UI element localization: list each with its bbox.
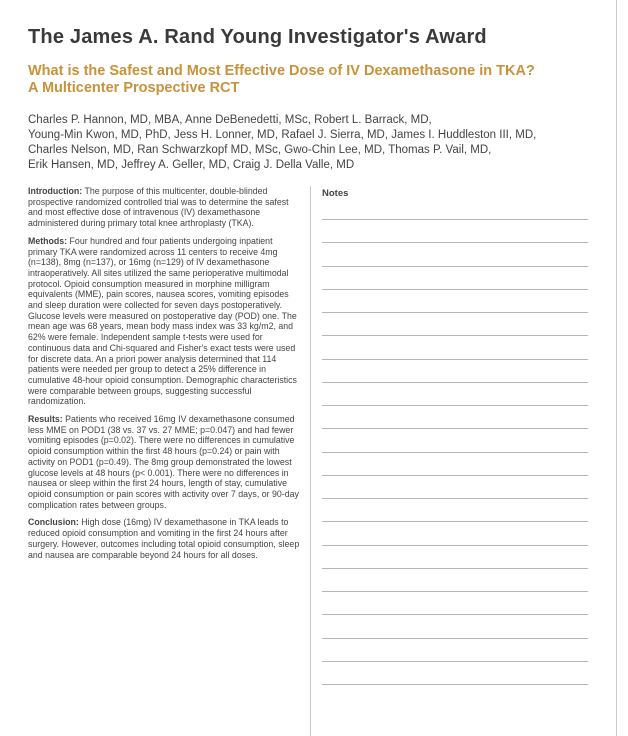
results-paragraph: [28, 414, 300, 510]
notes-rule-line: [322, 428, 588, 429]
notes-rule-line: [322, 289, 588, 290]
notes-rule-line: [322, 498, 588, 499]
introduction-paragraph: [28, 186, 300, 229]
results-label: Results:: [28, 414, 63, 425]
author-line: Erik Hansen, MD, Jeffrey A. Geller, MD, Craig J. Della Valle, MD: [28, 159, 355, 171]
notes-rule-line: [322, 242, 588, 243]
notes-rule-line: [322, 266, 588, 267]
conclusion-label: Conclusion:: [28, 517, 79, 528]
introduction-text: The purpose of this multicenter, double-blinded prospective randomized controlled trial was to determine the safest and most effective dose of intravenous (IV) dexamethasone administered during primary total knee arthroplasty (TKA).: [28, 186, 289, 229]
notes-rule-line: [322, 219, 588, 220]
notes-rule-line: [322, 521, 588, 522]
author-line: Charles Nelson, MD, Ran Schwarzkopf MD, MSc, Gwo-Chin Lee, MD, Thomas P. Vail, MD,: [28, 144, 492, 156]
column-divider: [310, 186, 311, 736]
methods-label: Methods:: [28, 235, 68, 246]
notes-rule-line: [322, 359, 588, 360]
paper-title: [28, 63, 588, 97]
notes-rule-line: [322, 638, 588, 639]
notes-rule-line: [322, 405, 588, 406]
notes-rule-line: [322, 661, 588, 662]
notes-rule-line: [322, 475, 588, 476]
methods-paragraph: [28, 236, 300, 407]
paper-title-line-1: What is the Safest and Most Effective Dose of IV Dexamethasone in TKA?: [28, 63, 535, 79]
methods-text: Four hundred and four patients undergoing inpatient primary TKA were randomized across 11 centers to receive 4mg (n=138), 8mg (n=137), or 16mg (n=129) of IV dexamethasone intraoperatively. All sites utilized the same perioperative multimodal protocol. Opioid consumption measured in morphine milligram equivalents (MME), pain scores, nausea scores, vomiting episodes and sleep duration were collected for seven days postoperatively. Glucose levels were measured on postoperative day (POD) one. The mean age was 68 years, mean body mass index was 33 kg/m2, and 62% were female. Independent sample t-tests were used for continuous data and Chi-squared and Fisher's exact tests were used for discrete data. An a priori power analysis determined that 114 patients were needed per group to detect a 25% difference in cumulative 48-hour opioid consumption. Demographic characteristics were comparable between groups, suggesting successful randomization.: [28, 235, 297, 407]
notes-title: Notes: [322, 188, 349, 199]
author-line: Young-Min Kwon, MD, PhD, Jess H. Lonner, MD, Rafael J. Sierra, MD, James I. Huddleston III, MD,: [28, 129, 537, 141]
author-line: Charles P. Hannon, MD, MBA, Anne DeBenedetti, MSc, Robert L. Barrack, MD,: [28, 114, 432, 126]
notes-lines: [322, 219, 588, 707]
conclusion-paragraph: [28, 517, 300, 560]
page-edge-rule: [616, 0, 617, 736]
notes-rule-line: [322, 335, 588, 336]
author-list: [28, 113, 608, 173]
notes-rule-line: [322, 614, 588, 615]
notes-rule-line: [322, 312, 588, 313]
notes-rule-line: [322, 591, 588, 592]
notes-rule-line: [322, 684, 588, 685]
notes-rule-line: [322, 382, 588, 383]
award-title: The James A. Rand Young Investigator's Award: [28, 26, 487, 48]
abstract: [28, 186, 300, 567]
notes-rule-line: [322, 568, 588, 569]
results-text: Patients who received 16mg IV dexamethasone consumed less MME on POD1 (38 vs. 37 vs. 27 MME; p=0.047) and had fewer vomiting episodes (p=0.02). There were no differences in cumulative opioid consumption within the first 48 hours (p=0.24) or pain with activity on POD1 (p=0.49). The 8mg group demonstrated the lowest glucose levels at 48 hours (p< 0.001). There were no differences in nausea or sleep within the first 24 hours, length of stay, cumulative opioid consumption or pain scores with activity over 7 days, or 90-day complication rates between groups.: [28, 414, 299, 510]
conclusion-text: High dose (16mg) IV dexamethasone in TKA leads to reduced opioid consumption and vomiting in the first 24 hours after surgery. However, outcomes including total opioid consumption, sleep and nausea are comparable beyond 24 hours for all doses.: [28, 517, 300, 560]
notes-rule-line: [322, 452, 588, 453]
notes-rule-line: [322, 545, 588, 546]
introduction-label: Introduction:: [28, 186, 83, 196]
paper-title-line-2: A Multicenter Prospective RCT: [28, 80, 240, 96]
